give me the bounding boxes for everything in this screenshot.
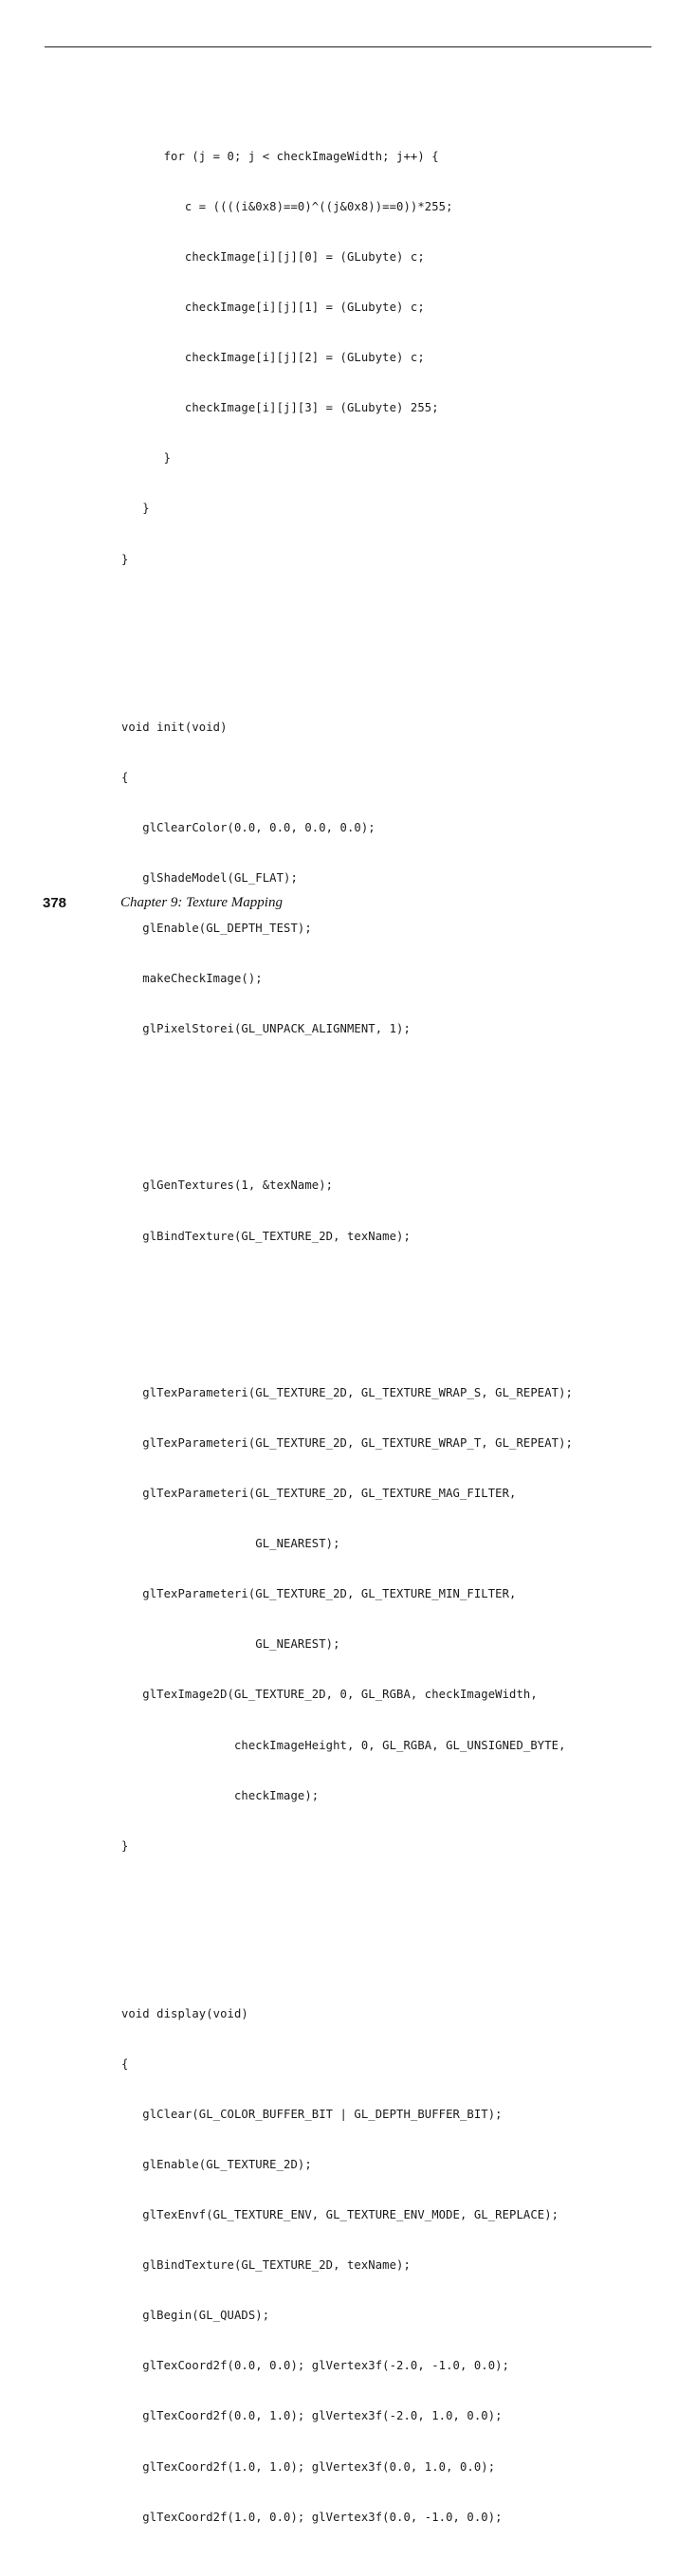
- code-line: checkImage);: [121, 1788, 320, 1802]
- code-block-gen-textures: [121, 1144, 573, 1279]
- header-rule: [45, 46, 651, 47]
- code-line: glEnable(GL_DEPTH_TEST);: [121, 921, 312, 935]
- code-line: GL_NEAREST);: [121, 1537, 340, 1551]
- code-line: GL_NEAREST);: [121, 1637, 340, 1652]
- code-line: glTexCoord2f(0.0, 1.0); glVertex3f(-2.0, 1.0, 0.0);: [121, 2409, 503, 2423]
- code-block-make-check-image-tail: [121, 115, 573, 601]
- code-listing: [121, 82, 573, 2576]
- code-line: }: [121, 451, 172, 466]
- code-line: makeCheckImage();: [121, 972, 263, 986]
- chapter-title: Chapter 9: Texture Mapping: [120, 895, 283, 910]
- code-line: }: [121, 552, 129, 566]
- page-number: 378: [43, 895, 67, 911]
- code-line: c = ((((i&0x8)==0)^((j&0x8))==0))*255;: [121, 199, 453, 213]
- code-line: glBindTexture(GL_TEXTURE_2D, texName);: [121, 1229, 411, 1243]
- code-block-display: [121, 1972, 573, 2559]
- code-line: glPixelStorei(GL_UNPACK_ALIGNMENT, 1);: [121, 1022, 411, 1036]
- code-line: glClearColor(0.0, 0.0, 0.0, 0.0);: [121, 820, 375, 834]
- code-line: {: [121, 770, 129, 784]
- code-line: glBegin(GL_QUADS);: [121, 2309, 270, 2323]
- code-block-tex-parameters: [121, 1351, 573, 1888]
- code-line: glGenTextures(1, &texName);: [121, 1178, 334, 1193]
- code-line: glBindTexture(GL_TEXTURE_2D, texName);: [121, 2258, 411, 2273]
- code-line: glTexParameteri(GL_TEXTURE_2D, GL_TEXTURE_MAG_FILTER,: [121, 1487, 517, 1501]
- code-line: }: [121, 502, 150, 516]
- code-line: glClear(GL_COLOR_BUFFER_BIT | GL_DEPTH_BUFFER_BIT);: [121, 2107, 503, 2121]
- code-line: for (j = 0; j < checkImageWidth; j++) {: [121, 149, 439, 163]
- code-line: }: [121, 1838, 129, 1853]
- code-line: glTexEnvf(GL_TEXTURE_ENV, GL_TEXTURE_ENV_MODE, GL_REPLACE);: [121, 2208, 559, 2222]
- code-line: checkImage[i][j][2] = (GLubyte) c;: [121, 351, 425, 365]
- code-line: glTexCoord2f(0.0, 0.0); glVertex3f(-2.0, -1.0, 0.0);: [121, 2359, 510, 2373]
- code-line: glTexParameteri(GL_TEXTURE_2D, GL_TEXTURE_MIN_FILTER,: [121, 1587, 517, 1601]
- code-line: checkImage[i][j][3] = (GLubyte) 255;: [121, 401, 439, 415]
- code-line: glTexParameteri(GL_TEXTURE_2D, GL_TEXTURE_WRAP_T, GL_REPEAT);: [121, 1435, 573, 1450]
- code-line: checkImageHeight, 0, GL_RGBA, GL_UNSIGNED_BYTE,: [121, 1738, 566, 1752]
- code-line: glTexCoord2f(1.0, 1.0); glVertex3f(0.0, 1.0, 0.0);: [121, 2459, 496, 2474]
- code-line: glTexCoord2f(1.0, 0.0); glVertex3f(0.0, -1.0, 0.0);: [121, 2510, 503, 2524]
- code-line: glEnable(GL_TEXTURE_2D);: [121, 2157, 312, 2171]
- code-line: glShadeModel(GL_FLAT);: [121, 870, 298, 885]
- code-line: {: [121, 2056, 129, 2071]
- code-line: checkImage[i][j][1] = (GLubyte) c;: [121, 301, 425, 315]
- code-line: void display(void): [121, 2006, 248, 2020]
- code-block-init: [121, 685, 573, 1071]
- code-line: glTexParameteri(GL_TEXTURE_2D, GL_TEXTURE_WRAP_S, GL_REPEAT);: [121, 1385, 573, 1399]
- code-line: void init(void): [121, 720, 228, 734]
- code-line: checkImage[i][j][0] = (GLubyte) c;: [121, 250, 425, 264]
- code-line: glTexImage2D(GL_TEXTURE_2D, 0, GL_RGBA, checkImageWidth,: [121, 1688, 538, 1702]
